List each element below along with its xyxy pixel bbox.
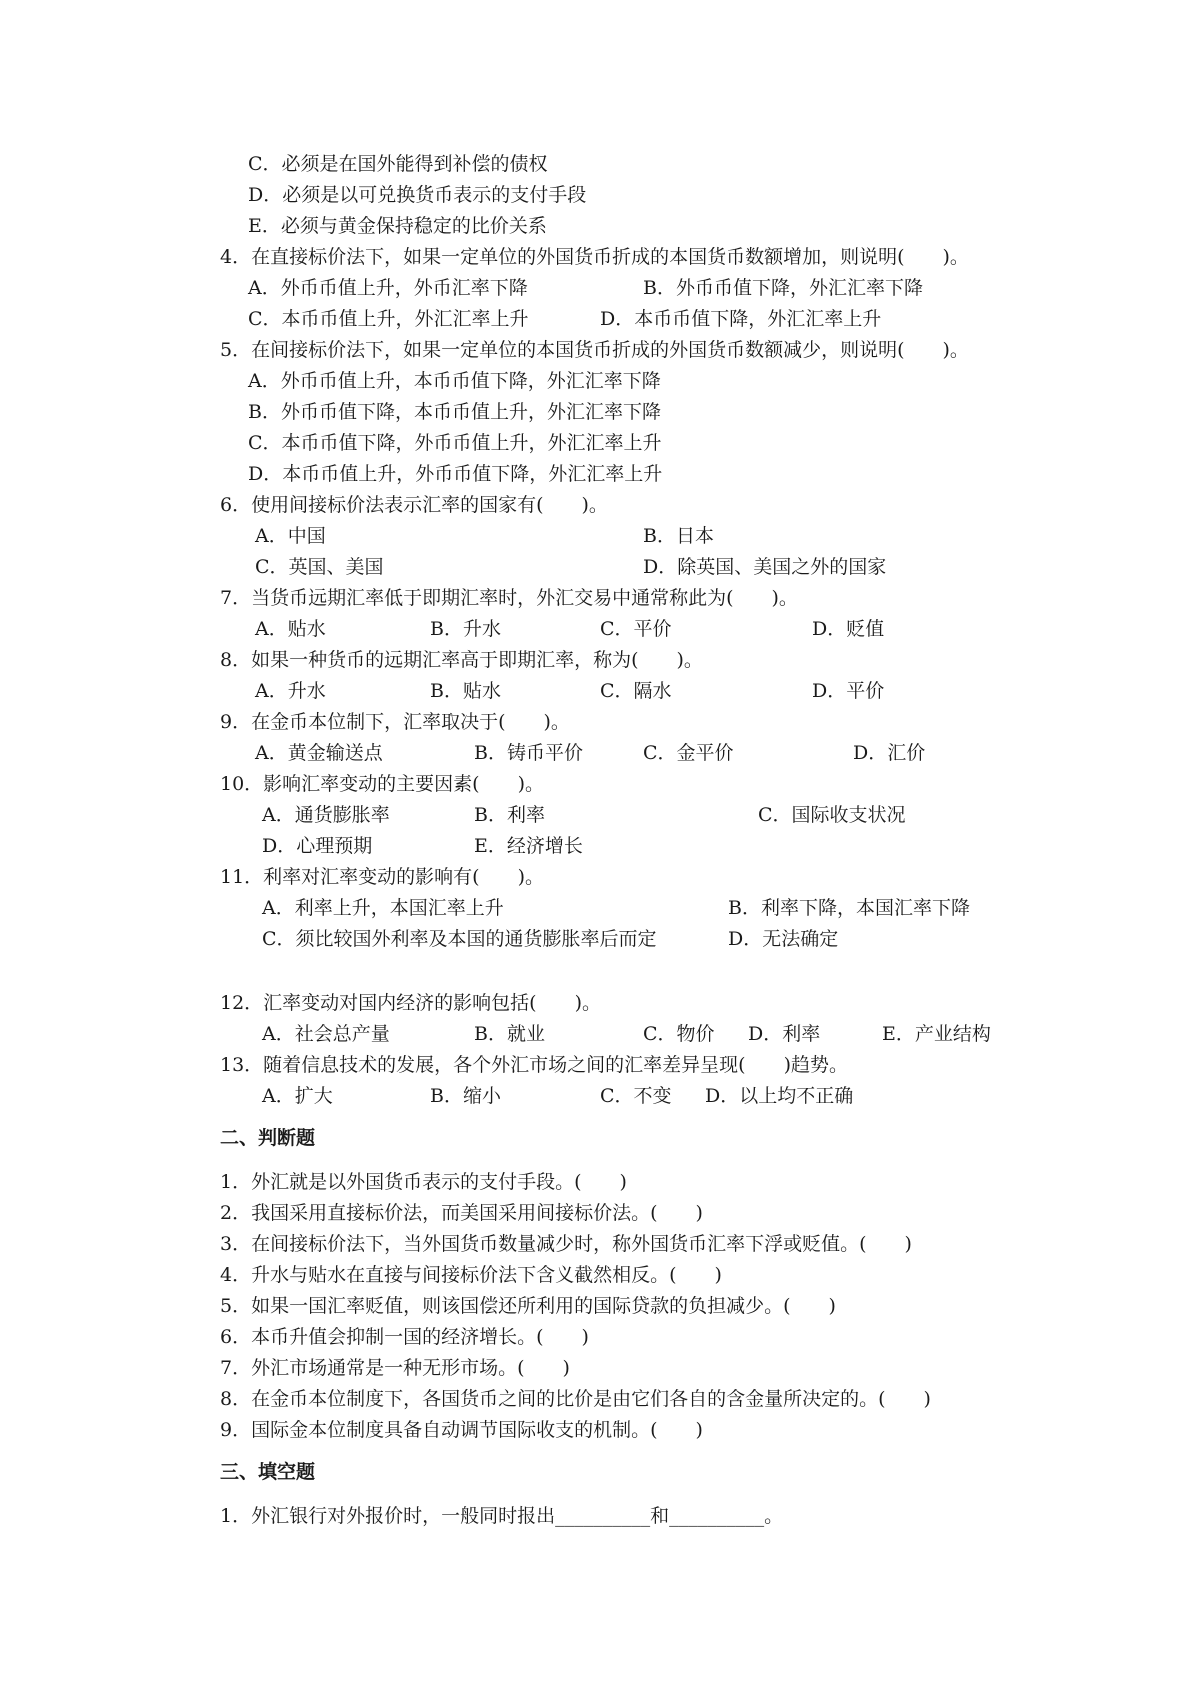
judgment-item-5: 5．如果一国汇率贬值，则该国偿还所利用的国际贷款的负担减少。( ) [220,1295,836,1317]
q7-option-b: B．升水 [430,618,501,640]
q10-option-a: A．通货膨胀率 [262,804,390,826]
judgment-item-8: 8．在金币本位制度下，各国货币之间的比价是由它们各自的含金量所决定的。( ) [220,1388,931,1410]
q13-stem: 13．随着信息技术的发展，各个外汇市场之间的汇率差异呈现( )趋势。 [220,1054,849,1076]
q10-stem: 10．影响汇率变动的主要因素( )。 [220,773,545,795]
q3-option-d: D．必须是以可兑换货币表示的支付手段 [248,184,587,206]
q3-option-c: C．必须是在国外能得到补偿的债权 [248,153,548,175]
fill-blank-item-1: 1．外汇银行对外报价时，一般同时报出__________和__________。 [220,1505,784,1527]
q4-stem: 4．在直接标价法下，如果一定单位的外国货币折成的本国货币数额增加，则说明( )。 [220,246,969,268]
q10-option-c: C．国际收支状况 [758,804,906,826]
q7-option-d: D．贬值 [812,618,885,640]
q4-option-c: C．本币币值上升，外汇汇率上升 [248,308,529,330]
q9-option-b: B．铸币平价 [474,742,583,764]
q12-stem: 12．汇率变动对国内经济的影响包括( )。 [220,992,602,1014]
q12-option-d: D．利率 [748,1023,821,1045]
q5-option-d: D．本币币值上升，外币币值下降，外汇汇率上升 [248,463,663,485]
q3-option-e: E．必须与黄金保持稳定的比价关系 [248,215,547,237]
q6-stem: 6．使用间接标价法表示汇率的国家有( )。 [220,494,608,516]
q6-option-d: D．除英国、美国之外的国家 [643,556,887,578]
q11-option-b: B．利率下降，本国汇率下降 [728,897,970,919]
q5-option-b: B．外币币值下降，本币币值上升，外汇汇率下降 [248,401,661,423]
q8-option-c: C．隔水 [600,680,672,702]
q8-option-a: A．升水 [255,680,326,702]
judgment-item-9: 9．国际金本位制度具备自动调节国际收支的机制。( ) [220,1419,703,1441]
q10-option-d: D．心理预期 [262,835,373,857]
judgment-item-7: 7．外汇市场通常是一种无形市场。( ) [220,1357,570,1379]
q9-option-c: C．金平价 [643,742,734,764]
q4-option-a: A．外币币值上升，外币汇率下降 [248,277,528,299]
q6-option-b: B．日本 [643,525,714,547]
q9-option-d: D．汇价 [853,742,926,764]
q13-option-a: A．扩大 [262,1085,333,1107]
judgment-item-4: 4．升水与贴水在直接与间接标价法下含义截然相反。( ) [220,1264,722,1286]
q11-option-d: D．无法确定 [728,928,839,950]
q11-option-c: C．须比较国外利率及本国的通货膨胀率后而定 [262,928,657,950]
q5-option-a: A．外币币值上升，本币币值下降，外汇汇率下降 [248,370,661,392]
q7-option-c: C．平价 [600,618,672,640]
judgment-item-3: 3．在间接标价法下，当外国货币数量减少时，称外国货币汇率下浮或贬值。( ) [220,1233,912,1255]
q5-stem: 5．在间接标价法下，如果一定单位的本国货币折成的外国货币数额减少，则说明( )。 [220,339,969,361]
q13-option-d: D．以上均不正确 [705,1085,854,1107]
q10-option-b: B．利率 [474,804,545,826]
q9-stem: 9．在金币本位制下，汇率取决于( )。 [220,711,570,733]
q8-option-b: B．贴水 [430,680,501,702]
q5-option-c: C．本币币值下降，外币币值上升，外汇汇率上升 [248,432,662,454]
q9-option-a: A．黄金输送点 [255,742,383,764]
q4-option-d: D．本币币值下降，外汇汇率上升 [600,308,882,330]
q6-option-a: A．中国 [255,525,326,547]
section-heading-judgment: 二、判断题 [220,1127,316,1149]
q11-option-a: A．利率上升，本国汇率上升 [262,897,504,919]
section-heading-fill-blank: 三、填空题 [220,1461,316,1483]
q12-option-a: A．社会总产量 [262,1023,390,1045]
q6-option-c: C．英国、美国 [255,556,384,578]
q8-option-d: D．平价 [812,680,885,702]
q10-option-e: E．经济增长 [474,835,583,857]
q7-option-a: A．贴水 [255,618,326,640]
q13-option-b: B．缩小 [430,1085,501,1107]
judgment-item-2: 2．我国采用直接标价法，而美国采用间接标价法。( ) [220,1202,703,1224]
q8-stem: 8．如果一种货币的远期汇率高于即期汇率，称为( )。 [220,649,703,671]
judgment-item-6: 6．本币升值会抑制一国的经济增长。( ) [220,1326,589,1348]
q11-stem: 11．利率对汇率变动的影响有( )。 [220,866,545,888]
q12-option-c: C．物价 [643,1023,715,1045]
q7-stem: 7．当货币远期汇率低于即期汇率时，外汇交易中通常称此为( )。 [220,587,798,609]
judgment-item-1: 1．外汇就是以外国货币表示的支付手段。( ) [220,1171,627,1193]
q12-option-b: B．就业 [474,1023,545,1045]
q4-option-b: B．外币币值下降，外汇汇率下降 [643,277,923,299]
q13-option-c: C．不变 [600,1085,672,1107]
q12-option-e: E．产业结构 [882,1023,991,1045]
